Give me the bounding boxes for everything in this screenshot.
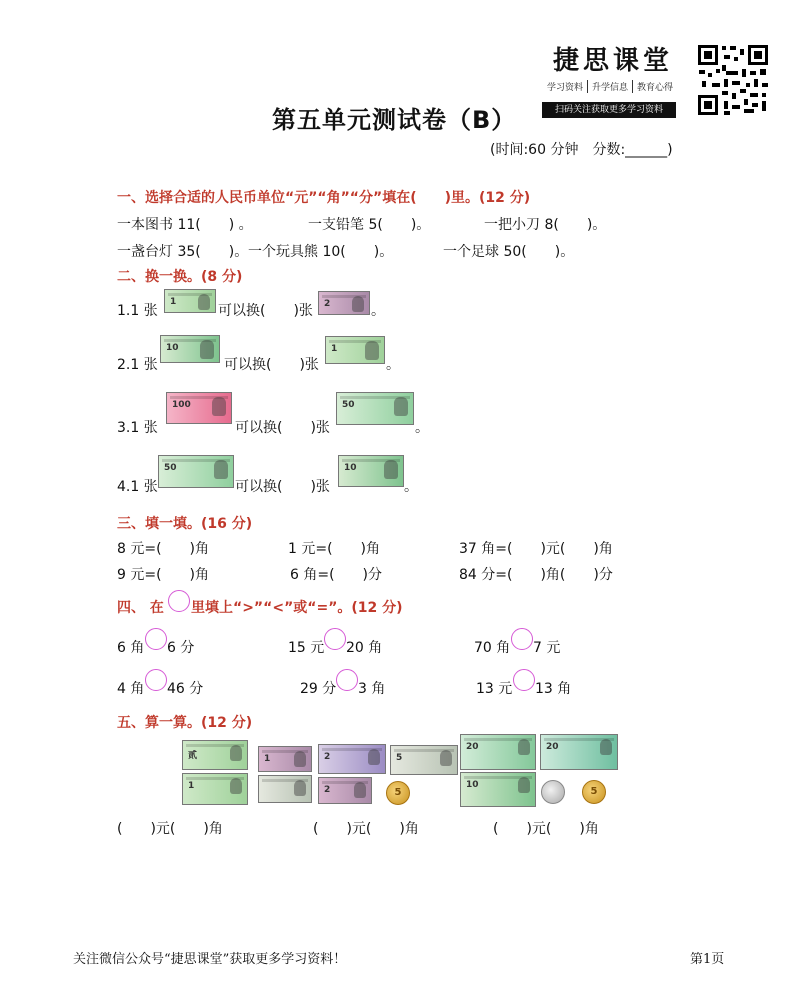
banknote-number: 10 xyxy=(466,780,479,790)
compare-circle-icon xyxy=(168,590,190,612)
banknote-number: 100 xyxy=(172,400,191,410)
brand-name: 捷思课堂 xyxy=(553,46,674,76)
coin-5-jiao xyxy=(582,780,606,804)
section-1-title: 一、选择合适的人民币单位“元”“角”“分”填在( )里。(12 分) xyxy=(117,190,531,206)
compare-right: 6 分 xyxy=(167,640,195,656)
banknote-5-jiao xyxy=(258,775,312,803)
banknote-number: 50 xyxy=(342,400,355,410)
banknote-number: 2 xyxy=(324,752,331,762)
question-item: 84 分=( )角( )分 xyxy=(459,567,613,583)
banknote-number: 10 xyxy=(166,343,179,353)
banknote-number: 1 xyxy=(170,297,177,307)
section-4-title-b: 里填上“>”“<”或“=”。(12 分) xyxy=(191,600,403,616)
banknote-number: 1 xyxy=(264,754,271,764)
brand-tags xyxy=(543,80,677,93)
compare-circle[interactable] xyxy=(513,669,535,691)
banknote-2-yuan xyxy=(182,740,248,770)
banknote-number: 20 xyxy=(466,742,479,752)
compare-left: 4 角 xyxy=(117,681,145,697)
banknote-10-yuan xyxy=(338,455,404,487)
brand-tag: 教育心得 xyxy=(637,83,674,93)
compare-left: 29 分 xyxy=(300,681,337,697)
exchange-row-number: 4.1 张 xyxy=(117,479,158,495)
qr-code-icon xyxy=(696,43,770,117)
banknote-2-jiao xyxy=(318,777,372,804)
banknote-number: 1 xyxy=(188,781,195,791)
banknote-10-yuan xyxy=(160,335,220,363)
compare-left: 70 角 xyxy=(474,640,511,656)
compare-circle[interactable] xyxy=(145,669,167,691)
compare-right: 20 角 xyxy=(346,640,383,656)
compare-left: 13 元 xyxy=(476,681,513,697)
compare-right: 3 角 xyxy=(358,681,386,697)
brand-tag: 升学信息 xyxy=(588,80,633,93)
exchange-row-text: 可以换( )张 xyxy=(235,479,330,495)
banknote-50-yuan xyxy=(336,392,414,425)
section-2-title: 二、换一换。(8 分) xyxy=(117,269,243,285)
answer-blank: ( )元( )角 xyxy=(117,821,223,837)
question-item: 6 角=( )分 xyxy=(290,567,383,583)
banknote-number: 50 xyxy=(164,463,177,473)
question-item: 一本图书 11( ) 。 xyxy=(117,217,253,233)
exchange-row-end: 。 xyxy=(386,357,400,373)
question-item: 1 元=( )角 xyxy=(288,541,381,557)
compare-right: 13 角 xyxy=(535,681,572,697)
exchange-row-number: 3.1 张 xyxy=(117,420,158,436)
question-item: 一个玩具熊 10( )。 xyxy=(248,244,394,260)
banknote-1-yuan xyxy=(325,336,385,364)
section-3-title: 三、填一填。(16 分) xyxy=(117,516,253,532)
exchange-row-text: 可以换( )张 xyxy=(218,303,313,319)
compare-left: 15 元 xyxy=(288,640,325,656)
answer-blank: ( )元( )角 xyxy=(493,821,599,837)
section-5-title: 五、算一算。(12 分) xyxy=(117,715,253,731)
question-item: 9 元=( )角 xyxy=(117,567,210,583)
banknote-number: 5 xyxy=(396,753,403,763)
banknote-number: 贰 xyxy=(188,751,198,761)
coin-5-jiao xyxy=(386,781,410,805)
banknote-1-yuan xyxy=(164,289,216,313)
compare-circle[interactable] xyxy=(145,628,167,650)
answer-blank: ( )元( )角 xyxy=(313,821,419,837)
banknote-1-yuan xyxy=(182,773,248,805)
question-item: 一支铅笔 5( )。 xyxy=(308,217,431,233)
footer-note: 关注微信公众号“捷思课堂”获取更多学习资料！ xyxy=(73,952,347,967)
section-4-title-a: 四、 在 xyxy=(117,600,164,616)
banknote-number: 2 xyxy=(324,785,331,795)
compare-circle[interactable] xyxy=(324,628,346,650)
banknote-number: 1 xyxy=(331,344,338,354)
brand-bar: 扫码关注获取更多学习资料 xyxy=(542,102,676,118)
page-number: 第1页 xyxy=(690,952,725,967)
compare-right: 46 分 xyxy=(167,681,204,697)
coin-number: 5 xyxy=(590,786,598,797)
compare-circle[interactable] xyxy=(511,628,533,650)
question-item: 8 元=( )角 xyxy=(117,541,210,557)
brand-tag: 学习资料 xyxy=(543,80,588,93)
exchange-row-end: 。 xyxy=(404,479,418,495)
banknote-number: 10 xyxy=(344,463,357,473)
compare-right: 7 元 xyxy=(533,640,561,656)
banknote-100-yuan xyxy=(166,392,232,424)
time-score-line: (时间:60 分钟 分数:______) xyxy=(490,142,673,158)
exchange-row-end: 。 xyxy=(371,303,385,319)
banknote-20-yuan xyxy=(460,734,536,770)
banknote-20-yuan xyxy=(540,734,618,770)
exchange-row-end: 。 xyxy=(415,420,429,436)
banknote-50-yuan xyxy=(158,455,234,488)
coin-number: 5 xyxy=(394,787,402,798)
banknote-5-jiao xyxy=(390,745,458,775)
exchange-row-text: 可以换( )张 xyxy=(224,357,319,373)
banknote-number: 20 xyxy=(546,742,559,752)
question-item: 37 角=( )元( )角 xyxy=(459,541,613,557)
exchange-row-number: 2.1 张 xyxy=(117,357,158,373)
banknote-2-jiao xyxy=(318,744,386,774)
exchange-row-number: 1.1 张 xyxy=(117,303,158,319)
compare-circle[interactable] xyxy=(336,669,358,691)
compare-left: 6 角 xyxy=(117,640,145,656)
page-title: 第五单元测试卷（B） xyxy=(272,106,517,134)
question-item: 一盏台灯 35( )。 xyxy=(117,244,249,260)
exchange-row-text: 可以换( )张 xyxy=(235,420,330,436)
question-item: 一把小刀 8( )。 xyxy=(484,217,607,233)
banknote-1-jiao xyxy=(258,746,312,772)
coin-1-yuan xyxy=(541,780,565,804)
banknote-10-yuan xyxy=(460,772,536,807)
question-item: 一个足球 50( )。 xyxy=(443,244,575,260)
banknote-number: 2 xyxy=(324,299,331,309)
banknote-2-jiao xyxy=(318,291,370,315)
